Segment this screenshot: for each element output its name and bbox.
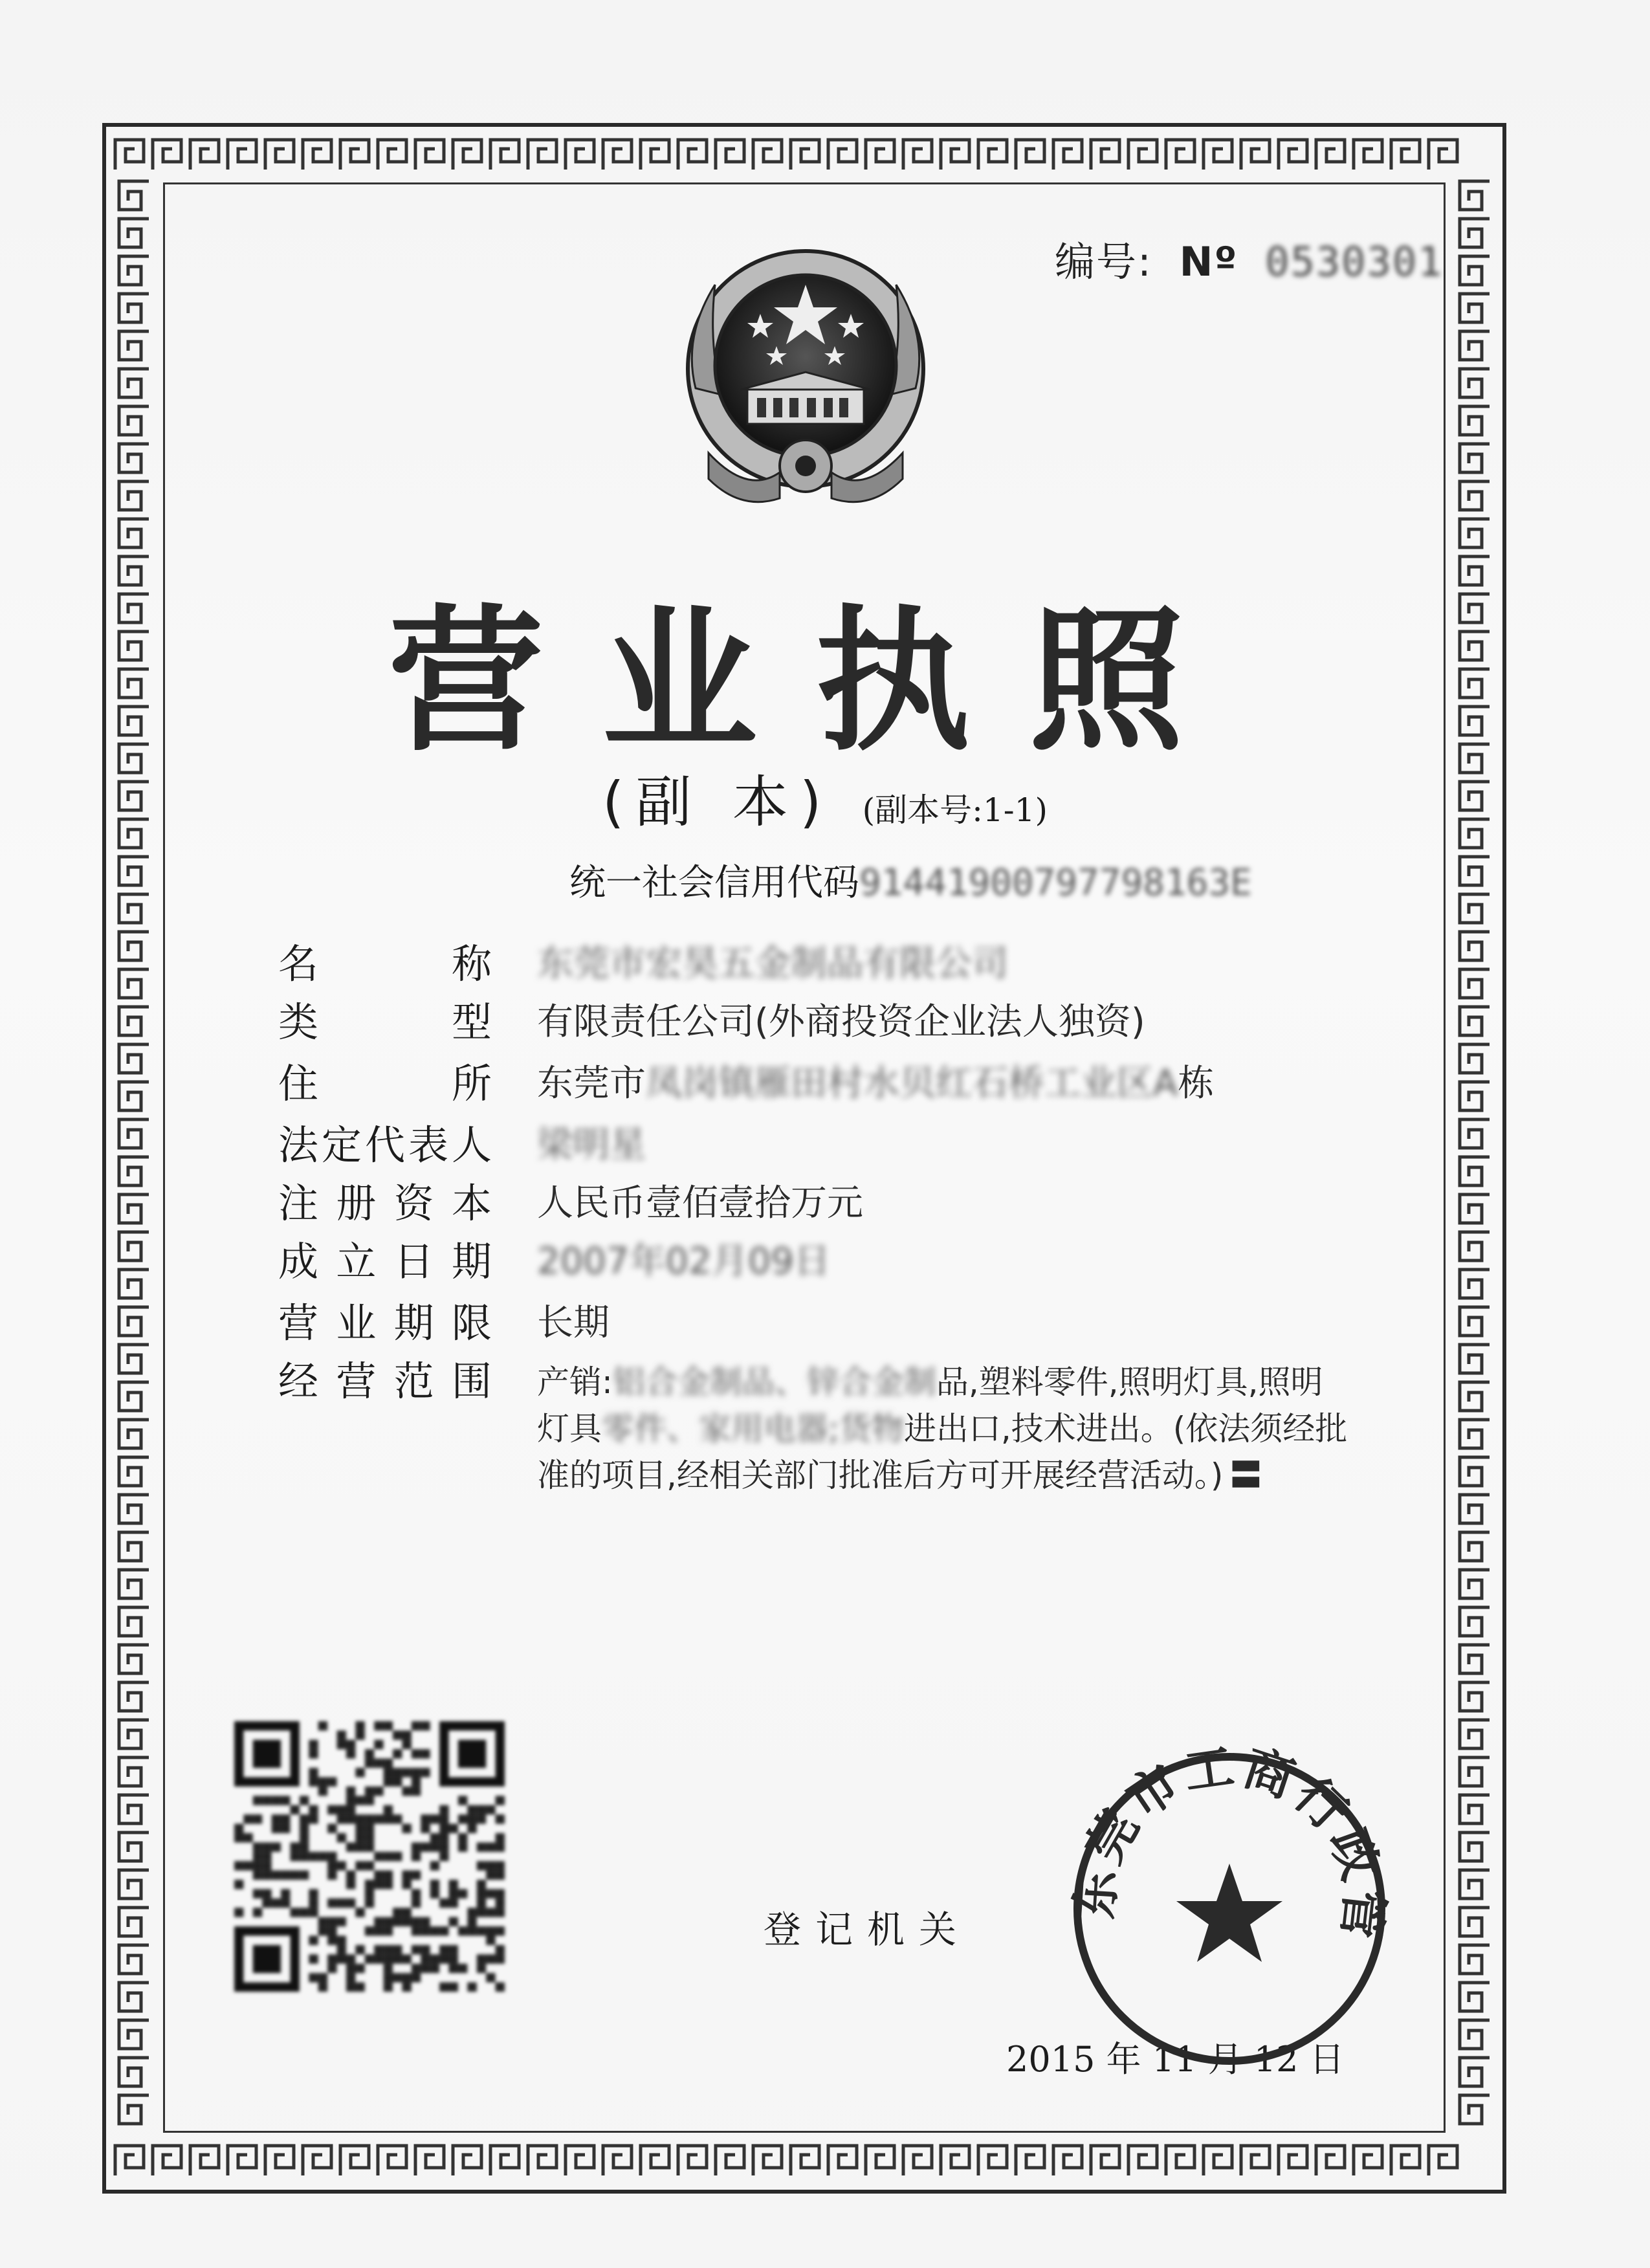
document-title: 营业执照 bbox=[388, 591, 1242, 772]
qr-code-icon bbox=[234, 1721, 505, 1993]
field-address-value: 东莞市凤岗镇雁田村水贝红石桥工业区A栋 bbox=[537, 1062, 1215, 1105]
field-name-label: 名 称 bbox=[278, 940, 492, 987]
field-name-value: 东莞市宏昊五金制品有限公司 bbox=[537, 943, 1008, 985]
field-term-value: 长期 bbox=[537, 1302, 610, 1344]
key-pattern-right bbox=[1452, 177, 1497, 2138]
serial-number-value: 0530301 bbox=[1265, 238, 1444, 285]
scope-line-1: 产销:铝合金制品、锌合金制品,塑料零件,照明灯具,照明 bbox=[537, 1363, 1323, 1401]
field-address-label: 住 所 bbox=[278, 1060, 492, 1107]
credit-code-value: 91441900797798163E bbox=[859, 862, 1252, 904]
issue-date: 2015 年 11 月 12 日 bbox=[1006, 2039, 1345, 2080]
field-scope-label: 经 营 范 围 bbox=[278, 1358, 492, 1405]
key-pattern-left bbox=[111, 177, 157, 2138]
copy-marker: (副 本) bbox=[602, 770, 833, 835]
serial-number bbox=[1055, 230, 1443, 287]
field-capital-value: 人民币壹佰壹拾万元 bbox=[537, 1182, 863, 1224]
seal-text: 东莞市工商行政管 bbox=[1065, 1736, 1394, 1946]
field-legal-rep-label: 法 定 代 表 人 bbox=[278, 1121, 492, 1169]
credit-code bbox=[569, 854, 1252, 906]
field-capital-label: 注 册 资 本 bbox=[278, 1180, 492, 1227]
scope-line-2: 灯具零件、家用电器;货物进出口,技术进出。(依法须经批 bbox=[537, 1410, 1348, 1448]
field-legal-rep-value: 梁明星 bbox=[537, 1124, 646, 1166]
scope-line-3: 准的项目,经相关部门批准后方可开展经营活动。) 〓 bbox=[537, 1457, 1262, 1494]
field-scope-value bbox=[537, 1359, 1430, 1499]
serial-number-prefix: Nº bbox=[1179, 238, 1238, 285]
field-founded-label: 成 立 日 期 bbox=[278, 1238, 492, 1285]
copy-number: (副本号:1-1) bbox=[862, 791, 1048, 829]
copy-line bbox=[0, 757, 1650, 837]
field-type-label: 类 型 bbox=[278, 998, 492, 1046]
credit-code-label: 统一社会信用代码 bbox=[569, 862, 859, 904]
official-seal-icon bbox=[1061, 1734, 1398, 2073]
field-founded-value: 2007年02月09日 bbox=[537, 1240, 831, 1283]
serial-number-label: 编号: bbox=[1055, 238, 1152, 285]
registration-authority: 登记机关 bbox=[764, 1908, 971, 1952]
national-emblem-icon bbox=[670, 239, 941, 520]
field-type-value: 有限责任公司(外商投资企业法人独资) bbox=[537, 1001, 1145, 1043]
field-term-label: 营 业 期 限 bbox=[278, 1299, 492, 1347]
key-pattern-top bbox=[111, 132, 1497, 177]
key-pattern-bottom bbox=[111, 2138, 1497, 2183]
